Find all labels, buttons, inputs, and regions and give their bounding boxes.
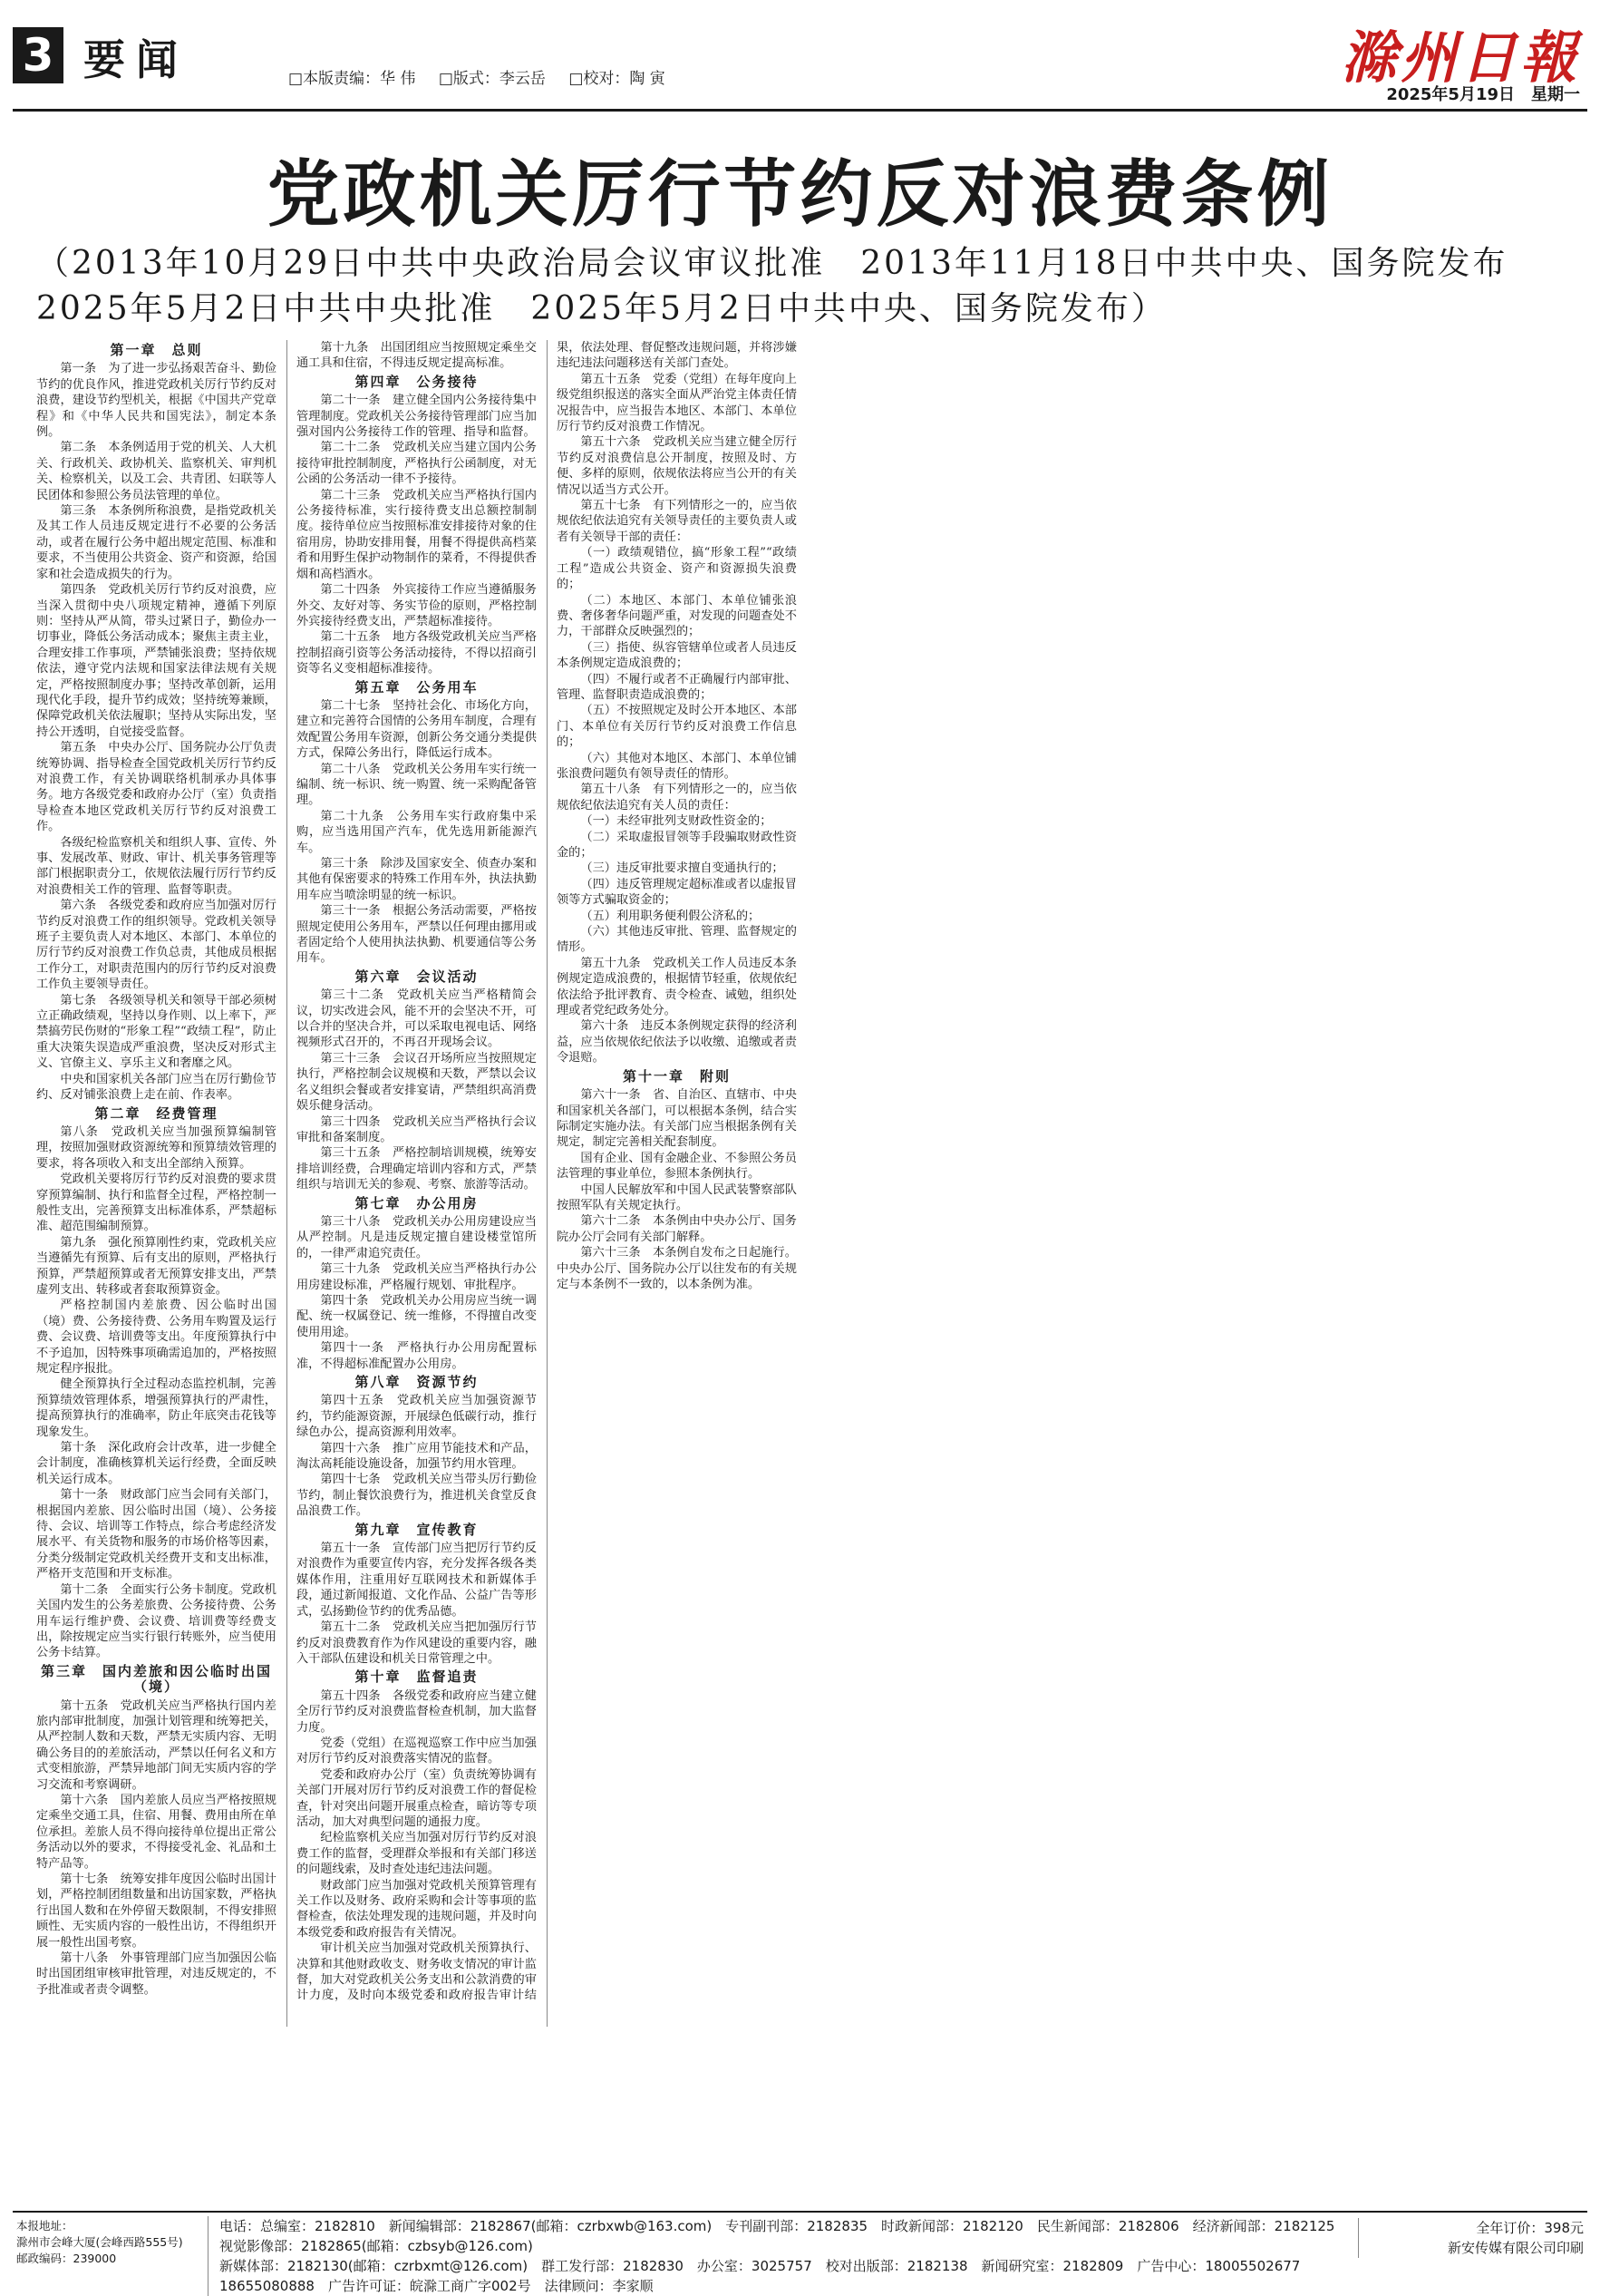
article-paragraph: 第三十九条 党政机关应当严格执行办公用房建设标准，严格履行规划、审批程序。 [296, 1262, 537, 1292]
article-paragraph: （三）违反审批要求擅自变通执行的； [580, 861, 784, 876]
article-paragraph: 审计机关应当加强对党政机关预算执行、决算和其他财政收支、财务收支情况的审计监督，加大对党政机关公务支出和公款消费的审计力度，及时向本级党委和政府报告审计结果，依法处理、督促整改违规问题，并将涉嫌违纪违法问题移送有关部门查处。 [296, 341, 797, 2003]
chapter-heading: 第五章 公务用车 [354, 678, 479, 696]
proofreader-credit: □校对：陶 寅 [568, 70, 665, 88]
article-paragraph: 第五十八条 有下列情形之一的，应当依规依纪依法追究有关人员的责任： [557, 783, 797, 812]
article-paragraph: 第十八条 外事管理部门应当加强因公临时出国团组审核审批管理，对违反规定的，不予批准或者责令调整。 [36, 1951, 276, 1997]
article-paragraph: 第二十二条 党政机关应当建立国内公务接待审批控制制度，严格执行公函制度，对无公函的公务活动一律不予接待。 [296, 441, 537, 487]
article-paragraph: 第六十一条 省、自治区、直辖市、中央和国家机关各部门，可以根据本条例，结合实际制定实施办法。有关部门应当根据条例有关规定，制定完善相关配套制度。 [557, 1088, 797, 1150]
article-paragraph: 第七条 各级领导机关和领导干部必须树立正确政绩观，坚持以身作则、以上率下，严禁搞劳民伤财的“形象工程”“政绩工程”，防止重大决策失误造成严重浪费，坚决反对形式主义、官僚主义、享乐主义和奢靡之风。 [36, 993, 276, 1071]
footer-contacts [208, 2216, 1353, 2296]
address-label: 本报地址： [16, 2219, 73, 2233]
article-paragraph: 第三十四条 党政机关应当严格执行会议审批和备案制度。 [296, 1114, 537, 1144]
article-paragraph: （二）本地区、本部门、本单位铺张浪费、奢侈奢华问题严重，对发现的问题查处不力，干部群众反映强烈的； [557, 593, 797, 639]
article-body [36, 340, 1577, 2027]
article-paragraph: （二）采取虚报冒领等手段骗取财政性资金的； [557, 830, 797, 860]
article-title: 党政机关厉行节约反对浪费条例 [267, 152, 1333, 237]
article-paragraph: 第五十四条 各级党委和政府应当建立健全厉行节约反对浪费监督检查机制，加大监督力度。 [296, 1688, 537, 1735]
chapter-heading: 第十一章 附则 [622, 1067, 731, 1085]
article-paragraph: （一）未经审批列支财政性资金的； [580, 814, 772, 829]
article-paragraph: 第三十八条 党政机关办公用房建设应当从严控制。凡是违反规定擅自建设楼堂馆所的，一律严肃追究责任。 [296, 1214, 537, 1260]
article-paragraph: 第十七条 统筹安排年度因公临时出国计划，严格控制团组数量和出访国家数，严格执行出国人数和在外停留天数限制，不得安排照顾性、无实质内容的一般性出访，不得组织开展一般性出国考察。 [36, 1873, 276, 1950]
article-paragraph: 党委和政府办公厅（室）负责统筹协调有关部门开展对厉行节约反对浪费工作的督促检查，针对突出问题开展重点检查，暗访等专项活动，加大对典型问题的通报力度。 [296, 1767, 537, 1829]
editor-credits [288, 65, 684, 88]
article-paragraph: 第五十七条 有下列情形之一的，应当依规依纪依法追究有关领导责任的主要负责人或者有关领导干部的责任： [557, 499, 797, 544]
article-paragraph: 第六十三条 本条例自发布之日起施行。中央办公厅、国务院办公厅以往发布的有关规定与本条例不一致的，以本条例为准。 [557, 1246, 797, 1291]
article-paragraph: 第一条 为了进一步弘扬艰苦奋斗、勤俭节约的优良作风，推进党政机关厉行节约反对浪费，建设节约型机关，根据《中国共产党章程》和《中华人民共和国宪法》，制定本条例。 [36, 362, 276, 440]
postal-code: 邮政编码：239000 [16, 2252, 117, 2265]
article-paragraph: （三）指使、纵容管辖单位或者人员违反本条例规定造成浪费的； [557, 640, 797, 671]
contacts-line1: 电话：总编室：2182810 新闻编辑部：2182867(邮箱：czrbxwb@163.com) 专刊副刊部：2182835 时政新闻部：2182120 民生新闻部：2182806 经济新闻部：2182125 视觉影像部：2182865(邮箱：czbsyb@126.com) [219, 2218, 1349, 2254]
article-paragraph: 各级纪检监察机关和组织人事、宣传、外事、发展改革、财政、审计、机关事务管理等部门根据职责分工，依规依法履行厉行节约反对浪费相关工作的管理、监督等职责。 [36, 835, 276, 897]
article-subtitle-line1: （2013年10月29日中共中央政治局会议审议批准 2013年11月18日中共中央、国务院发布 [36, 245, 1508, 282]
article-paragraph: 第二十五条 地方各级党政机关应当严格控制招商引资等公务活动接待，不得以招商引资等名义变相超标准接待。 [296, 630, 537, 676]
article-paragraph: （四）不履行或者不正确履行内部审批、管理、监督职责造成浪费的； [557, 672, 797, 702]
page-header [0, 0, 1600, 109]
page-footer [13, 2211, 1587, 2294]
article-paragraph: （五）不按照规定及时公开本地区、本部门、本单位有关厉行节约反对浪费工作信息的； [557, 704, 797, 750]
article-paragraph: 第六条 各级党委和政府应当加强对厉行节约反对浪费工作的组织领导。党政机关领导班子主要负责人对本地区、本部门、本单位的厉行节约反对浪费工作负总责，其他成员根据工作分工，对职责范围内的厉行节约反对浪费工作负主要领导责任。 [36, 899, 276, 992]
chapter-heading: 第三章 国内差旅和因公临时出国（境） [40, 1662, 272, 1696]
article-paragraph: 第四十五条 党政机关应当加强资源节约，节约能源资源，开展绿色低碳行动，推行绿色办公，提高资源利用效率。 [296, 1394, 537, 1440]
article-paragraph: 第二十一条 建立健全国内公务接待集中管理制度。党政机关公务接待管理部门应当加强对国内公务接待工作的管理、指导和监督。 [296, 394, 537, 440]
article-paragraph: 第五十五条 党委（党组）在每年度向上级党组织报送的落实全面从严治党主体责任情况报告中，应当报告本地区、本部门、本单位厉行节约反对浪费工作情况。 [557, 372, 797, 434]
article-paragraph: 第三十五条 严格控制培训规模，统筹安排培训经费，合理确定培训内容和方式，严禁组织与培训无关的参观、考察、旅游等活动。 [296, 1146, 537, 1192]
article-subtitle-line2: 2025年5月2日中共中央批准 2025年5月2日中共中央、国务院发布） [36, 290, 1167, 327]
address-text: 滁州市会峰大厦(会峰西路555号) [16, 2235, 183, 2249]
article-paragraph: 第五十二条 党政机关应当把加强厉行节约反对浪费教育作为作风建设的重要内容，融入干部队伍建设和机关日常管理之中。 [296, 1620, 537, 1666]
section-name: 要闻 [83, 35, 189, 84]
article-paragraph: 第五十六条 党政机关应当建立健全厉行节约反对浪费信息公开制度，按照及时、方便、多样的原则，依规依法将应当公开的有关情况以适当方式公开。 [557, 435, 797, 497]
footer-pricing [1358, 2218, 1584, 2258]
article-paragraph: 第十九条 出国团组应当按照规定乘坐交通工具和住宿，不得违反规定提高标准。 [296, 341, 537, 371]
article-paragraph: 第四十条 党政机关办公用房应当统一调配、统一权属登记、统一维修，不得擅自改变使用用途。 [296, 1293, 537, 1339]
article-paragraph: 第三十二条 党政机关应当严格精简会议，切实改进会风，能不开的会坚决不开，可以合并的坚决合并，可以采取电视电话、网络视频形式召开的，不再召开现场会议。 [296, 988, 537, 1050]
article-paragraph: 第四十六条 推广应用节能技术和产品，淘汰高耗能设施设备，加强节约用水管理。 [296, 1441, 537, 1472]
article-paragraph: 党政机关要将厉行节约反对浪费的要求贯穿预算编制、执行和监督全过程，严格控制一般性支出，完善预算支出标准体系，严禁超标准、超范围编制预算。 [36, 1172, 276, 1234]
article-paragraph: 第五十一条 宣传部门应当把厉行节约反对浪费作为重要宣传内容，充分发挥各级各类媒体作用，注重用好互联网技术和新媒体手段，通过新闻报道、文化作品、公益广告等形式，弘扬勤俭节约的优秀品德。 [296, 1542, 537, 1619]
issue-date: 2025年5月19日 星期一 [1386, 85, 1580, 104]
chapter-heading: 第一章 总则 [110, 342, 203, 358]
article-paragraph: 第三十一条 根据公务活动需要，严格按照规定使用公务用车，严禁以任何理由挪用或者固定给个人使用执法执勤、机要通信等公务用车。 [296, 904, 537, 966]
article-paragraph: 国有企业、国有金融企业、不参照公务员法管理的事业单位，参照本条例执行。 [557, 1151, 797, 1182]
contacts-line2: 新媒体部：2182130(邮箱：czrbxmt@126.com) 群工发行部：2182830 办公室：3025757 校对出版部：2182138 新闻研究室：2182809 广告中心：18005502677 18655080888 广告许可证：皖滁工商广字002号 法律顾问：李家顺 [219, 2258, 1314, 2294]
article-paragraph: （六）其他违反审批、管理、监督规定的情形。 [557, 925, 797, 955]
article-paragraph: 第九条 强化预算刚性约束，党政机关应当遵循先有预算、后有支出的原则，严格执行预算，严禁超预算或者无预算安排支出，严禁虚列支出、转移或者套取预算资金。 [36, 1235, 276, 1297]
article-paragraph: 党委（党组）在巡视巡察工作中应当加强对厉行节约反对浪费落实情况的监督。 [296, 1736, 537, 1766]
chapter-heading: 第七章 办公用房 [354, 1194, 479, 1211]
article-paragraph: 第三条 本条例所称浪费，是指党政机关及其工作人员违反规定进行不必要的公务活动，或者在履行公务中超出规定范围、标准和要求，不当使用公共资金、资产和资源，给国家和社会造成损失的行为。 [36, 504, 276, 581]
article-paragraph: 第二条 本条例适用于党的机关、人大机关、行政机关、政协机关、监察机关、审判机关、检察机关，以及工会、共青团、妇联等人民团体和参照公务员法管理的单位。 [36, 441, 276, 502]
article-paragraph: 第二十三条 党政机关应当严格执行国内公务接待标准，实行接待费支出总额控制制度。接待单位应当按照标准安排接待对象的住宿用房，协助安排用餐，用餐不得提供高档菜肴和用野生保护动物制作的菜肴，不得提供香烟和高档酒水。 [296, 488, 537, 581]
printer-name: 新安传媒有限公司印刷 [1447, 2240, 1584, 2256]
article-paragraph: 严格控制国内差旅费、因公临时出国（境）费、公务接待费、公务用车购置及运行费、会议费、培训费等支出。年度预算执行中不予追加，因特殊事项确需追加的，严格按照规定程序报批。 [36, 1299, 276, 1376]
article-paragraph: 第五十九条 党政机关工作人员违反本条例规定造成浪费的，根据情节轻重，依规依纪依法给予批评教育、责令检查、诫勉，组织处理或者党纪政务处分。 [557, 956, 797, 1018]
newspaper-masthead: 滁州日報 [1340, 24, 1580, 91]
article-paragraph: 第十五条 党政机关应当严格执行国内差旅内部审批制度，加强计划管理和统筹把关，从严控制人数和天数，严禁无实质内容、无明确公务目的的差旅活动，严禁以任何名义和方式变相旅游，严禁异地部门间无实质内容的学习交流和考察调研。 [36, 1698, 276, 1792]
article-paragraph: （四）违反管理规定超标准或者以虚报冒领等方式骗取资金的； [557, 877, 797, 908]
article-paragraph: 第十二条 全面实行公务卡制度。党政机关国内发生的公务差旅费、公务接待费、公务用车运行维护费、会议费、培训费等经费支出，除按规定应当实行银行转账外，应当使用公务卡结算。 [36, 1582, 276, 1660]
layout-credit: □版式：李云岳 [438, 70, 546, 88]
article-paragraph: 第十六条 国内差旅人员应当严格按照规定乘坐交通工具，住宿、用餐、费用由所在单位承担。差旅人员不得向接待单位提出正常公务活动以外的要求，不得接受礼金、礼品和土特产品等。 [36, 1793, 276, 1871]
subscription-price: 全年订价：398元 [1476, 2220, 1584, 2236]
article-paragraph: 中国人民解放军和中国人民武装警察部队按照军队有关规定执行。 [557, 1182, 797, 1212]
article-paragraph: （六）其他对本地区、本部门、本单位铺张浪费问题负有领导责任的情形。 [557, 751, 797, 781]
article-paragraph: 第四条 党政机关厉行节约反对浪费，应当深入贯彻中央八项规定精神，遵循下列原则：坚持从严从简，带头过紧日子，勤俭办一切事业，降低公务活动成本；聚焦主责主业，合理安排工作事项，严禁铺张浪费；坚持依规依法，遵守党内法规和国家法律法规有关规定，严格按照制度办事；坚持改革创新，运用现代化手段，提升节约成效；坚持统筹兼顾，保障党政机关依法履职；坚持从实际出发，坚持公开透明，自觉接受监督。 [36, 583, 276, 739]
chapter-heading: 第九章 宣传教育 [354, 1521, 479, 1538]
chapter-heading: 第四章 公务接待 [354, 373, 479, 390]
chapter-heading: 第十章 监督追责 [354, 1668, 479, 1686]
header-rule [13, 109, 1587, 112]
article-paragraph: 中央和国家机关各部门应当在厉行勤俭节约、反对铺张浪费上走在前、作表率。 [36, 1072, 276, 1103]
article-paragraph: 第四十一条 严格执行办公用房配置标准，不得超标准配置办公用房。 [296, 1341, 537, 1371]
article-paragraph: 财政部门应当加强对党政机关预算管理有关工作以及财务、政府采购和会计等事项的监督检查，依法处理发现的违规问题，并及时向本级党委和政府报告有关情况。 [296, 1878, 537, 1940]
chapter-heading: 第八章 资源节约 [354, 1374, 479, 1390]
article-paragraph: 健全预算执行全过程动态监控机制，完善预算绩效管理体系，增强预算执行的严肃性，提高预算执行的准确率，防止年底突击花钱等现象发生。 [36, 1377, 276, 1439]
article-paragraph: 第二十九条 公务用车实行政府集中采购，应当选用国产汽车，优先选用新能源汽车。 [296, 809, 537, 855]
article-paragraph: 第二十八条 党政机关公务用车实行统一编制、统一标识、统一购置、统一采购配备管理。 [296, 762, 537, 808]
article-paragraph: 第二十四条 外宾接待工作应当遵循服务外交、友好对等、务实节俭的原则，严格控制外宾接待经费支出，严禁超标准接待。 [296, 583, 537, 628]
article-paragraph: 第十条 深化政府会计改革，进一步健全会计制度，准确核算机关运行经费，全面反映机关运行成本。 [36, 1441, 276, 1486]
article-paragraph: 第十一条 财政部门应当会同有关部门，根据国内差旅、因公临时出国（境）、公务接待、会议、培训等工作特点，综合考虑经济发展水平、有关货物和服务的市场价格等因素，分类分级制定党政机关经费开支和支出标准，严格开支范围和开支标准。 [36, 1488, 276, 1581]
article-paragraph: 第六十条 违反本条例规定获得的经济利益，应当依规依纪依法予以收缴、追缴或者责令退赔。 [557, 1019, 797, 1065]
page-number: 3 [13, 27, 63, 83]
chapter-heading: 第二章 经费管理 [94, 1104, 218, 1122]
article-paragraph: 纪检监察机关应当加强对厉行节约反对浪费工作的监督，受理群众举报和有关部门移送的问题线索，及时查处违纪违法问题。 [296, 1831, 537, 1877]
article-paragraph: 第四十七条 党政机关应当带头厉行勤俭节约，制止餐饮浪费行为，推进机关食堂反食品浪费工作。 [296, 1473, 537, 1519]
article-paragraph: （一）政绩观错位，搞“形象工程”“政绩工程”造成公共资金、资产和资源损失浪费的； [557, 546, 797, 592]
article-paragraph: 第五条 中央办公厅、国务院办公厅负责统筹协调、指导检查全国党政机关厉行节约反对浪费工作，有关协调联络机制承办具体事务。地方各级党委和政府办公厅（室）负责指导检查本地区党政机关厉行节约反对浪费工作。 [36, 741, 276, 834]
article-paragraph: 第三十三条 会议召开场所应当按照规定执行，严格控制会议规模和天数，严禁以会议名义组织会餐或者安排宴请，严禁组织高消费娱乐健身活动。 [296, 1051, 537, 1114]
article-paragraph: （五）利用职务便利假公济私的； [580, 909, 761, 923]
article-paragraph: 第三十条 除涉及国家安全、侦查办案和其他有保密要求的特殊工作用车外，执法执勤用车应当喷涂明显的统一标识。 [296, 857, 537, 902]
footer-address [16, 2218, 198, 2267]
article-paragraph: 第八条 党政机关应当加强预算编制管理，按照加强财政资源统筹和预算绩效管理的要求，将各项收入和支出全部纳入预算。 [36, 1124, 276, 1171]
article-paragraph: 第二十七条 坚持社会化、市场化方向，建立和完善符合国情的公务用车制度，合理有效配置公务用车资源，创新公务交通分类提供方式，保障公务出行，降低运行成本。 [296, 698, 537, 761]
editor-credit: □本版责编：华 伟 [288, 70, 416, 88]
article-paragraph: 第六十二条 本条例由中央办公厅、国务院办公厅会同有关部门解释。 [557, 1214, 797, 1244]
chapter-heading: 第六章 会议活动 [354, 968, 479, 985]
